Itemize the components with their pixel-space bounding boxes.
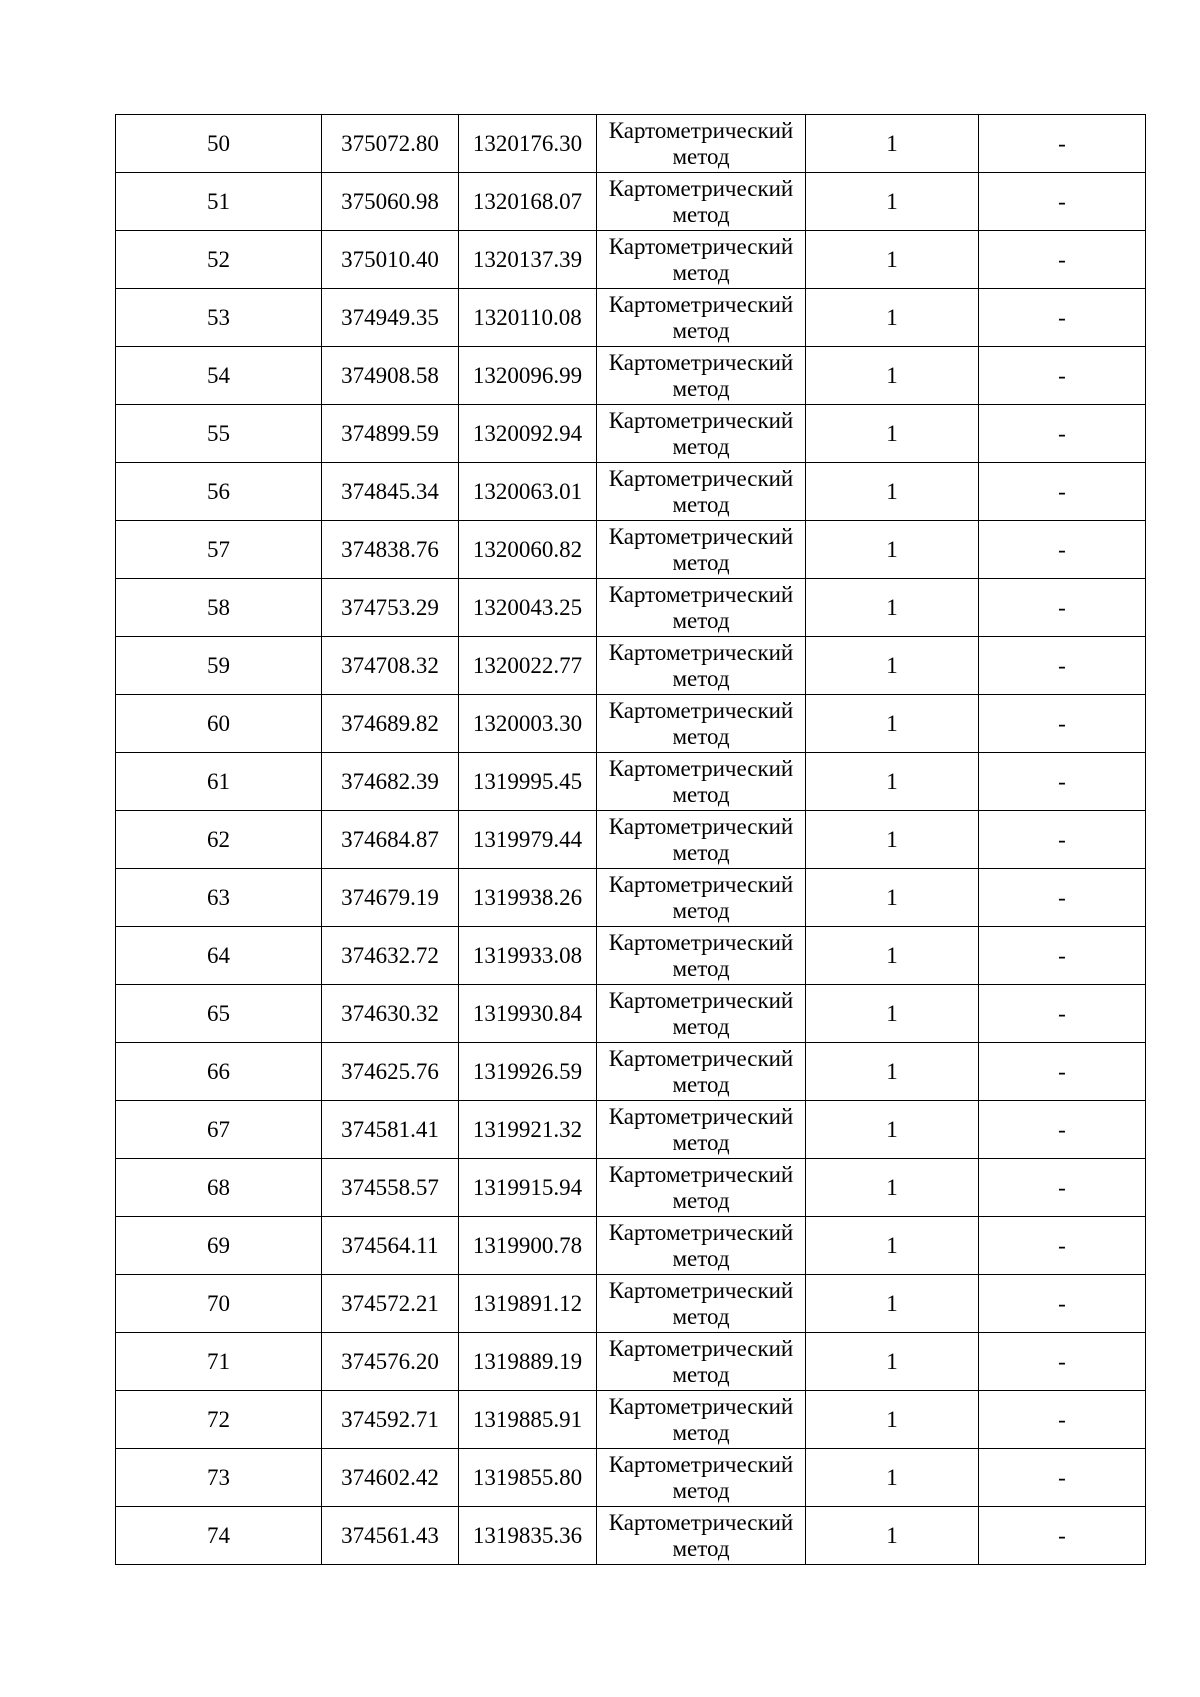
accuracy-cell: 1 bbox=[806, 1101, 979, 1159]
accuracy-cell: 1 bbox=[806, 289, 979, 347]
x-coordinate-cell: 374899.59 bbox=[322, 405, 459, 463]
table-row bbox=[116, 637, 1146, 695]
accuracy-cell: 1 bbox=[806, 927, 979, 985]
accuracy-cell: 1 bbox=[806, 1449, 979, 1507]
y-coordinate-cell: 1320063.01 bbox=[459, 463, 597, 521]
note-cell: - bbox=[979, 289, 1146, 347]
method-text: метод bbox=[672, 1361, 730, 1387]
accuracy-cell: 1 bbox=[806, 231, 979, 289]
method-text: метод bbox=[672, 317, 730, 343]
method-text: метод bbox=[672, 1419, 730, 1445]
method-cell bbox=[597, 927, 806, 985]
table-row bbox=[116, 695, 1146, 753]
y-coordinate-cell: 1319889.19 bbox=[459, 1333, 597, 1391]
y-coordinate-cell: 1319891.12 bbox=[459, 1275, 597, 1333]
table-row bbox=[116, 811, 1146, 869]
method-text: метод bbox=[672, 1071, 730, 1097]
point-number-cell: 53 bbox=[116, 289, 322, 347]
y-coordinate-cell: 1319835.36 bbox=[459, 1507, 597, 1565]
point-number-cell: 62 bbox=[116, 811, 322, 869]
x-coordinate-cell: 374679.19 bbox=[322, 869, 459, 927]
method-text: метод bbox=[672, 781, 730, 807]
point-number-cell: 66 bbox=[116, 1043, 322, 1101]
accuracy-cell: 1 bbox=[806, 1333, 979, 1391]
table-row bbox=[116, 1333, 1146, 1391]
note-cell: - bbox=[979, 811, 1146, 869]
point-number-cell: 57 bbox=[116, 521, 322, 579]
method-text: метод bbox=[672, 143, 730, 169]
table-row bbox=[116, 231, 1146, 289]
accuracy-cell: 1 bbox=[806, 1275, 979, 1333]
method-cell bbox=[597, 1159, 806, 1217]
method-text: Картометрический bbox=[608, 523, 794, 549]
method-cell bbox=[597, 115, 806, 173]
note-cell: - bbox=[979, 173, 1146, 231]
method-text: метод bbox=[672, 433, 730, 459]
point-number-cell: 73 bbox=[116, 1449, 322, 1507]
note-cell: - bbox=[979, 695, 1146, 753]
x-coordinate-cell: 374708.32 bbox=[322, 637, 459, 695]
method-cell bbox=[597, 637, 806, 695]
method-cell bbox=[597, 405, 806, 463]
method-cell bbox=[597, 1043, 806, 1101]
y-coordinate-cell: 1319900.78 bbox=[459, 1217, 597, 1275]
y-coordinate-cell: 1320110.08 bbox=[459, 289, 597, 347]
x-coordinate-cell: 374838.76 bbox=[322, 521, 459, 579]
note-cell: - bbox=[979, 1159, 1146, 1217]
point-number-cell: 51 bbox=[116, 173, 322, 231]
y-coordinate-cell: 1320168.07 bbox=[459, 173, 597, 231]
method-cell bbox=[597, 869, 806, 927]
table-row bbox=[116, 753, 1146, 811]
method-cell bbox=[597, 1391, 806, 1449]
point-number-cell: 70 bbox=[116, 1275, 322, 1333]
y-coordinate-cell: 1320176.30 bbox=[459, 115, 597, 173]
x-coordinate-cell: 374561.43 bbox=[322, 1507, 459, 1565]
method-text: метод bbox=[672, 1477, 730, 1503]
accuracy-cell: 1 bbox=[806, 1217, 979, 1275]
y-coordinate-cell: 1319933.08 bbox=[459, 927, 597, 985]
note-cell: - bbox=[979, 405, 1146, 463]
accuracy-cell: 1 bbox=[806, 405, 979, 463]
y-coordinate-cell: 1319938.26 bbox=[459, 869, 597, 927]
method-cell bbox=[597, 347, 806, 405]
method-text: Картометрический bbox=[608, 929, 794, 955]
method-cell bbox=[597, 579, 806, 637]
y-coordinate-cell: 1319885.91 bbox=[459, 1391, 597, 1449]
method-text: метод bbox=[672, 1187, 730, 1213]
x-coordinate-cell: 375072.80 bbox=[322, 115, 459, 173]
y-coordinate-cell: 1320092.94 bbox=[459, 405, 597, 463]
method-cell bbox=[597, 521, 806, 579]
method-text: Картометрический bbox=[608, 117, 794, 143]
method-cell bbox=[597, 1275, 806, 1333]
x-coordinate-cell: 374558.57 bbox=[322, 1159, 459, 1217]
accuracy-cell: 1 bbox=[806, 521, 979, 579]
x-coordinate-cell: 374845.34 bbox=[322, 463, 459, 521]
method-text: метод bbox=[672, 1245, 730, 1271]
x-coordinate-cell: 374684.87 bbox=[322, 811, 459, 869]
table-row bbox=[116, 1043, 1146, 1101]
method-text: метод bbox=[672, 259, 730, 285]
method-text: Картометрический bbox=[608, 1393, 794, 1419]
point-number-cell: 60 bbox=[116, 695, 322, 753]
point-number-cell: 64 bbox=[116, 927, 322, 985]
method-text: Картометрический bbox=[608, 813, 794, 839]
method-text: Картометрический bbox=[608, 1335, 794, 1361]
point-number-cell: 61 bbox=[116, 753, 322, 811]
y-coordinate-cell: 1320096.99 bbox=[459, 347, 597, 405]
point-number-cell: 65 bbox=[116, 985, 322, 1043]
method-cell bbox=[597, 811, 806, 869]
note-cell: - bbox=[979, 753, 1146, 811]
accuracy-cell: 1 bbox=[806, 1043, 979, 1101]
x-coordinate-cell: 374602.42 bbox=[322, 1449, 459, 1507]
method-cell bbox=[597, 231, 806, 289]
method-text: Картометрический bbox=[608, 1045, 794, 1071]
note-cell: - bbox=[979, 347, 1146, 405]
method-cell bbox=[597, 753, 806, 811]
x-coordinate-cell: 374632.72 bbox=[322, 927, 459, 985]
point-number-cell: 59 bbox=[116, 637, 322, 695]
point-number-cell: 52 bbox=[116, 231, 322, 289]
y-coordinate-cell: 1319979.44 bbox=[459, 811, 597, 869]
accuracy-cell: 1 bbox=[806, 869, 979, 927]
coordinates-table-body bbox=[116, 115, 1146, 1565]
x-coordinate-cell: 374682.39 bbox=[322, 753, 459, 811]
x-coordinate-cell: 375060.98 bbox=[322, 173, 459, 231]
method-cell bbox=[597, 463, 806, 521]
accuracy-cell: 1 bbox=[806, 463, 979, 521]
table-row bbox=[116, 289, 1146, 347]
method-cell bbox=[597, 1101, 806, 1159]
method-text: метод bbox=[672, 607, 730, 633]
table-row bbox=[116, 1101, 1146, 1159]
y-coordinate-cell: 1320137.39 bbox=[459, 231, 597, 289]
method-text: метод bbox=[672, 549, 730, 575]
table-row bbox=[116, 985, 1146, 1043]
accuracy-cell: 1 bbox=[806, 753, 979, 811]
table-row bbox=[116, 1217, 1146, 1275]
y-coordinate-cell: 1320022.77 bbox=[459, 637, 597, 695]
table-row bbox=[116, 1507, 1146, 1565]
y-coordinate-cell: 1320043.25 bbox=[459, 579, 597, 637]
table-row bbox=[116, 927, 1146, 985]
y-coordinate-cell: 1319930.84 bbox=[459, 985, 597, 1043]
method-cell bbox=[597, 985, 806, 1043]
table-row bbox=[116, 405, 1146, 463]
point-number-cell: 54 bbox=[116, 347, 322, 405]
method-cell bbox=[597, 1449, 806, 1507]
note-cell: - bbox=[979, 927, 1146, 985]
note-cell: - bbox=[979, 637, 1146, 695]
point-number-cell: 58 bbox=[116, 579, 322, 637]
method-cell bbox=[597, 1217, 806, 1275]
method-text: Картометрический bbox=[608, 581, 794, 607]
method-text: Картометрический bbox=[608, 175, 794, 201]
method-text: Картометрический bbox=[608, 1509, 794, 1535]
method-text: Картометрический bbox=[608, 465, 794, 491]
method-cell bbox=[597, 1507, 806, 1565]
point-number-cell: 71 bbox=[116, 1333, 322, 1391]
method-text: метод bbox=[672, 1013, 730, 1039]
x-coordinate-cell: 374689.82 bbox=[322, 695, 459, 753]
note-cell: - bbox=[979, 1449, 1146, 1507]
note-cell: - bbox=[979, 1043, 1146, 1101]
accuracy-cell: 1 bbox=[806, 1391, 979, 1449]
accuracy-cell: 1 bbox=[806, 811, 979, 869]
method-text: метод bbox=[672, 1303, 730, 1329]
x-coordinate-cell: 374564.11 bbox=[322, 1217, 459, 1275]
y-coordinate-cell: 1319995.45 bbox=[459, 753, 597, 811]
x-coordinate-cell: 374572.21 bbox=[322, 1275, 459, 1333]
note-cell: - bbox=[979, 1101, 1146, 1159]
accuracy-cell: 1 bbox=[806, 115, 979, 173]
accuracy-cell: 1 bbox=[806, 985, 979, 1043]
method-cell bbox=[597, 695, 806, 753]
y-coordinate-cell: 1320060.82 bbox=[459, 521, 597, 579]
x-coordinate-cell: 374592.71 bbox=[322, 1391, 459, 1449]
method-text: Картометрический bbox=[608, 1219, 794, 1245]
x-coordinate-cell: 374625.76 bbox=[322, 1043, 459, 1101]
x-coordinate-cell: 374581.41 bbox=[322, 1101, 459, 1159]
method-text: Картометрический bbox=[608, 1103, 794, 1129]
point-number-cell: 72 bbox=[116, 1391, 322, 1449]
note-cell: - bbox=[979, 1275, 1146, 1333]
method-text: Картометрический bbox=[608, 755, 794, 781]
method-text: Картометрический bbox=[608, 987, 794, 1013]
point-number-cell: 69 bbox=[116, 1217, 322, 1275]
method-text: метод bbox=[672, 1129, 730, 1155]
method-text: Картометрический bbox=[608, 291, 794, 317]
y-coordinate-cell: 1319921.32 bbox=[459, 1101, 597, 1159]
method-text: метод bbox=[672, 723, 730, 749]
method-cell bbox=[597, 289, 806, 347]
method-text: Картометрический bbox=[608, 871, 794, 897]
method-cell bbox=[597, 173, 806, 231]
y-coordinate-cell: 1319915.94 bbox=[459, 1159, 597, 1217]
method-text: метод bbox=[672, 839, 730, 865]
point-number-cell: 63 bbox=[116, 869, 322, 927]
method-text: Картометрический bbox=[608, 1161, 794, 1187]
method-text: Картометрический bbox=[608, 697, 794, 723]
table-row bbox=[116, 1391, 1146, 1449]
table-row bbox=[116, 579, 1146, 637]
x-coordinate-cell: 375010.40 bbox=[322, 231, 459, 289]
method-text: Картометрический bbox=[608, 407, 794, 433]
x-coordinate-cell: 374753.29 bbox=[322, 579, 459, 637]
table-row bbox=[116, 1449, 1146, 1507]
note-cell: - bbox=[979, 579, 1146, 637]
accuracy-cell: 1 bbox=[806, 1159, 979, 1217]
method-text: метод bbox=[672, 1535, 730, 1561]
table-row bbox=[116, 869, 1146, 927]
method-cell bbox=[597, 1333, 806, 1391]
accuracy-cell: 1 bbox=[806, 173, 979, 231]
note-cell: - bbox=[979, 115, 1146, 173]
point-number-cell: 74 bbox=[116, 1507, 322, 1565]
note-cell: - bbox=[979, 985, 1146, 1043]
table-row bbox=[116, 1275, 1146, 1333]
method-text: метод bbox=[672, 201, 730, 227]
accuracy-cell: 1 bbox=[806, 1507, 979, 1565]
point-number-cell: 55 bbox=[116, 405, 322, 463]
table-row bbox=[116, 347, 1146, 405]
note-cell: - bbox=[979, 869, 1146, 927]
table-row bbox=[116, 463, 1146, 521]
method-text: метод bbox=[672, 897, 730, 923]
method-text: метод bbox=[672, 491, 730, 517]
table-row bbox=[116, 1159, 1146, 1217]
y-coordinate-cell: 1319855.80 bbox=[459, 1449, 597, 1507]
accuracy-cell: 1 bbox=[806, 695, 979, 753]
method-text: метод bbox=[672, 665, 730, 691]
note-cell: - bbox=[979, 1333, 1146, 1391]
table-row bbox=[116, 115, 1146, 173]
x-coordinate-cell: 374630.32 bbox=[322, 985, 459, 1043]
note-cell: - bbox=[979, 1391, 1146, 1449]
method-text: Картометрический bbox=[608, 349, 794, 375]
x-coordinate-cell: 374576.20 bbox=[322, 1333, 459, 1391]
method-text: метод bbox=[672, 375, 730, 401]
point-number-cell: 50 bbox=[116, 115, 322, 173]
accuracy-cell: 1 bbox=[806, 579, 979, 637]
point-number-cell: 56 bbox=[116, 463, 322, 521]
y-coordinate-cell: 1319926.59 bbox=[459, 1043, 597, 1101]
accuracy-cell: 1 bbox=[806, 347, 979, 405]
table-row bbox=[116, 521, 1146, 579]
note-cell: - bbox=[979, 1507, 1146, 1565]
note-cell: - bbox=[979, 463, 1146, 521]
table-row bbox=[116, 173, 1146, 231]
accuracy-cell: 1 bbox=[806, 637, 979, 695]
note-cell: - bbox=[979, 521, 1146, 579]
method-text: Картометрический bbox=[608, 1277, 794, 1303]
x-coordinate-cell: 374949.35 bbox=[322, 289, 459, 347]
note-cell: - bbox=[979, 1217, 1146, 1275]
method-text: Картометрический bbox=[608, 1451, 794, 1477]
method-text: Картометрический bbox=[608, 233, 794, 259]
note-cell: - bbox=[979, 231, 1146, 289]
method-text: метод bbox=[672, 955, 730, 981]
coordinates-table bbox=[115, 114, 1146, 1565]
point-number-cell: 68 bbox=[116, 1159, 322, 1217]
point-number-cell: 67 bbox=[116, 1101, 322, 1159]
method-text: Картометрический bbox=[608, 639, 794, 665]
y-coordinate-cell: 1320003.30 bbox=[459, 695, 597, 753]
x-coordinate-cell: 374908.58 bbox=[322, 347, 459, 405]
